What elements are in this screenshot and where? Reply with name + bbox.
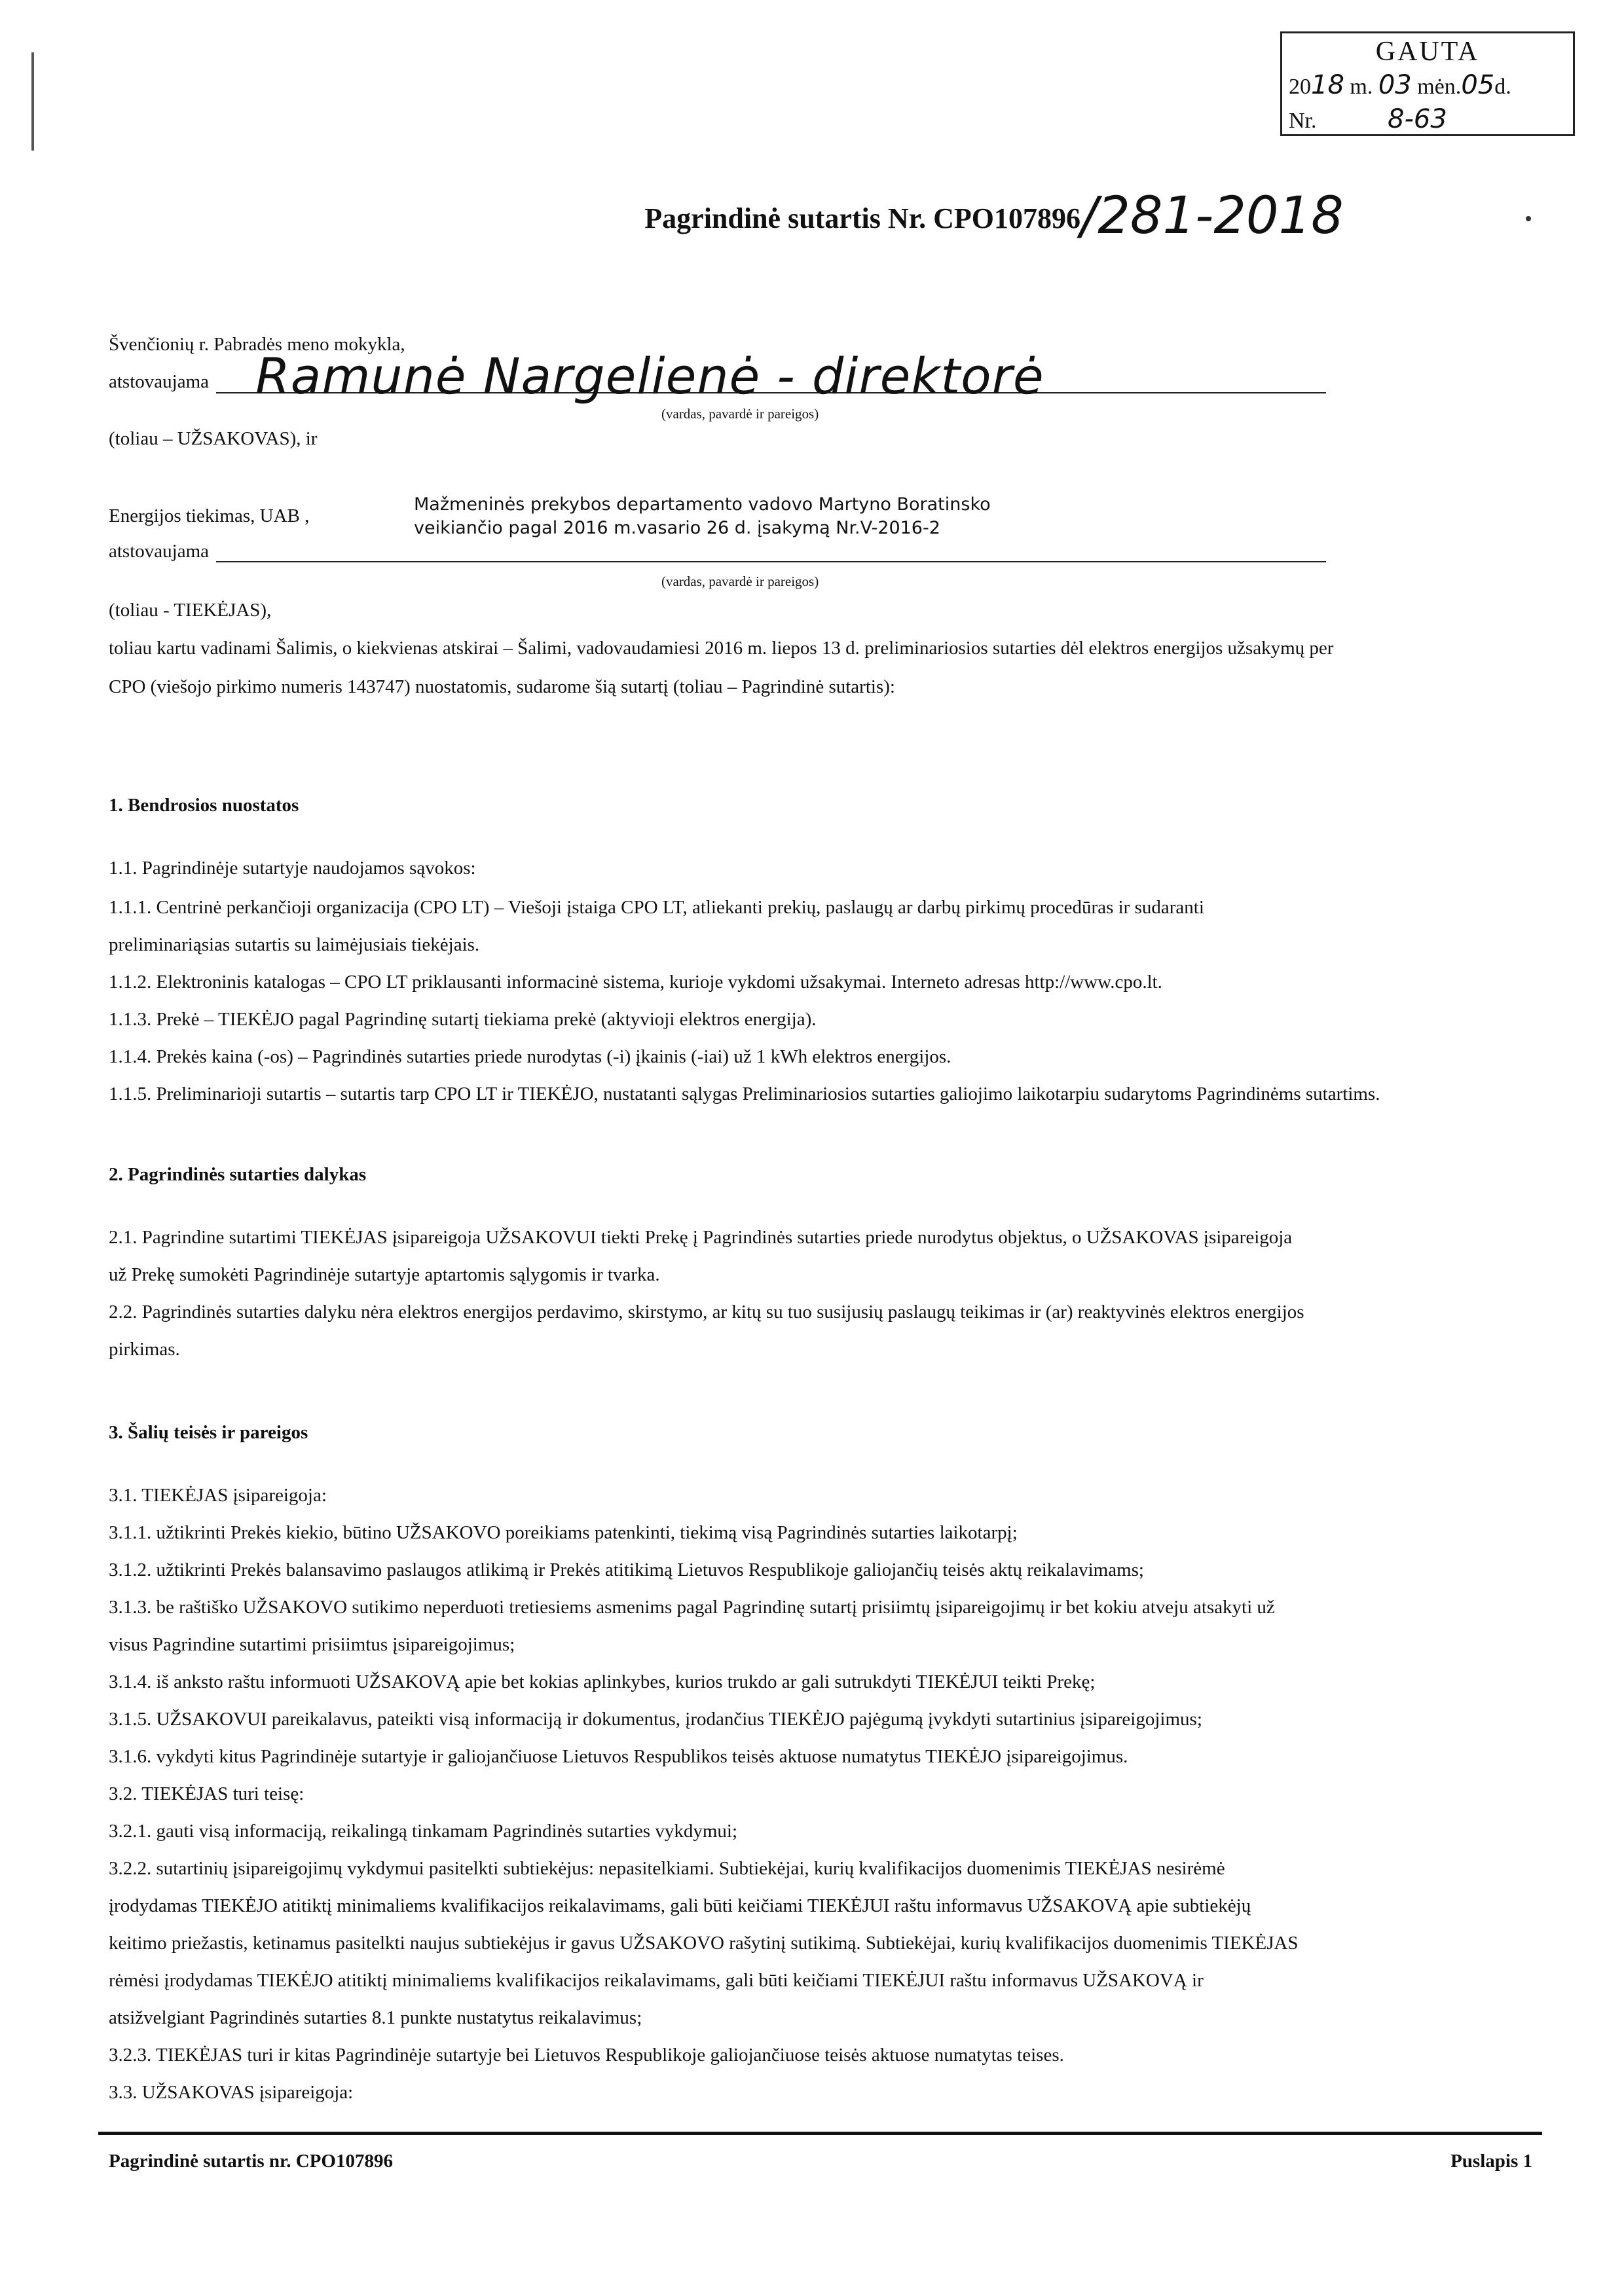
- section-1-line: 1.1.4. Prekės kaina (-os) – Pagrindinės sutarties priede nurodytas (-i) įkainis (-iai) už 1 kWh elektros energijos.: [109, 1046, 951, 1067]
- section-3-line: 3.3. UŽSAKOVAS įsipareigoja:: [109, 2082, 354, 2103]
- section-3-line: 3.1. TIEKĖJAS įsipareigoja:: [109, 1485, 327, 1506]
- section-3-line: 3.2.1. gauti visą informaciją, reikalingą tinkamam Pagrindinės sutarties vykdymui;: [109, 1821, 738, 1842]
- stamp-month-hand: 03: [1378, 70, 1412, 100]
- section-3-line: 3.1.5. UŽSAKOVUI pareikalavus, pateikti visą informaciją ir dokumentus, įrodančius TIEKĖJO pajėgumą įvykdyti sutartinius įsipareigojimus;: [109, 1709, 1202, 1730]
- section-3-line: 3.1.1. užtikrinti Prekės kiekio, būtino UŽSAKOVO poreikiams patenkinti, tiekimą visą Pagrindinės sutarties laikotarpį;: [109, 1522, 1018, 1543]
- section-3-line: 3.1.4. iš anksto raštu informuoti UŽSAKOVĄ apie bet kokias aplinkybes, kurios trukdo ar gali sutrukdyti TIEKĖJUI teikti Prekę;: [109, 1671, 1096, 1692]
- supplier-rep-line1: Mažmeninės prekybos departamento vadovo Martyno Boratinsko: [414, 494, 991, 515]
- section-3-line: 3.2.3. TIEKĖJAS turi ir kitas Pagrindinėje sutartyje bei Lietuvos Respublikoje galiojančiuose teisės aktuose numatytas teises.: [109, 2045, 1064, 2066]
- customer-representative-handwritten: Ramunė Nargelienė - direktorė: [255, 347, 1044, 405]
- section-3-line: atsižvelgiant Pagrindinės sutarties 8.1 punkte nustatytus reikalavimus;: [109, 2007, 642, 2028]
- section-3-line: 3.1.3. be raštiško UŽSAKOVO sutikimo neperduoti tretiesiems asmenims pagal Pagrindinę sutartį prisiimtų įsipareigojimų ir bet kokiu atveju atsakyti už: [109, 1597, 1275, 1618]
- stamp-day-hand: 05: [1461, 70, 1495, 100]
- customer-represented-label: atstovaujama: [109, 371, 210, 392]
- supplier-represented-label: atstovaujama: [109, 541, 210, 562]
- stamp-nr-row: [1289, 104, 1566, 134]
- section-2-line: pirkimas.: [109, 1339, 180, 1360]
- supplier-name: Energijos tiekimas, UAB ,: [109, 505, 310, 526]
- section-3-line: 3.1.2. užtikrinti Prekės balansavimo paslaugos atlikimą ir Prekės atitikimą Lietuvos Respublikoje galiojančių teisės aktų reikalavimams;: [109, 1559, 1144, 1580]
- stamp-men-label: mėn.: [1417, 75, 1462, 99]
- section-1-line: 1.1.2. Elektroninis katalogas – CPO LT priklausanti informacinė sistema, kurioje vykdomi užsakymai. Interneto adresas http://www.cpo.lt.: [109, 972, 1162, 993]
- section-3-line: 3.1.6. vykdyti kitus Pagrindinėje sutartyje ir galiojančiuose Lietuvos Respublikos teisės aktuose numatytus TIEKĖJO įsipareigojimus.: [109, 1746, 1128, 1767]
- supplier-rep-line: [216, 561, 1326, 562]
- stamp-nr-label: Nr.: [1289, 109, 1317, 133]
- section-1-line: 1.1.1. Centrinė perkančioji organizacija (CPO LT) – Viešoji įstaiga CPO LT, atliekanti prekių, paslaugų ar darbų pirkimų procedūras ir sudaranti: [109, 897, 1204, 918]
- section-3-line: 3.2. TIEKĖJAS turi teisę:: [109, 1783, 304, 1804]
- section-2-line: 2.2. Pagrindinės sutarties dalyku nėra elektros energijos perdavimo, skirstymo, ar kitų su tuo susijusių paslaugų teikimas ir (ar) reaktyvinės elektros energijos: [109, 1302, 1304, 1322]
- supplier-rep-line2: veikiančio pagal 2016 m.vasario 26 d. įsakymą Nr.V-2016-2: [414, 518, 940, 538]
- ink-dot: [1526, 216, 1531, 221]
- footer-rule: [98, 2132, 1542, 2135]
- section-2-line: už Prekę sumokėti Pagrindinėje sutartyje aptartomis sąlygomis ir tvarka.: [109, 1264, 660, 1285]
- section-3-line: įrodydamas TIEKĖJO atitiktį minimaliems kvalifikacijos reikalavimams, gali būti keičiami TIEKĖJUI raštu informavus UŽSAKOVĄ apie subtiekėjų: [109, 1895, 1251, 1916]
- stamp-year-hand: 18: [1311, 70, 1344, 100]
- scan-edge-mark: [31, 52, 34, 151]
- section-1-line: 1.1.3. Prekė – TIEKĖJO pagal Pagrindinę sutartį tiekiama prekė (aktyvioji elektros energija).: [109, 1009, 817, 1030]
- footer-page-number: Puslapis 1: [1450, 2151, 1532, 2172]
- section-3-line: rėmėsi įrodydamas TIEKĖJO atitiktį minimaliems kvalifikacijos reikalavimams, gali būti keičiami TIEKĖJUI raštu informavus UŽSAKOVĄ ir: [109, 1970, 1204, 1991]
- document-title: Pagrindinė sutartis Nr. CPO107896: [644, 202, 1080, 234]
- section-1-line: 1.1.5. Preliminarioji sutartis – sutartis tarp CPO LT ir TIEKĖJO, nustatanti sąlygas Preliminariosios sutarties galiojimo laikotarpiu sudarytoms Pagrindinėms sutartims.: [109, 1084, 1380, 1104]
- supplier-rep-hint: (vardas, pavardė ir pareigos): [661, 574, 819, 589]
- section-1-line: preliminariąsias sutartis su laimėjusiais tiekėjais.: [109, 934, 480, 955]
- intro-line-2: CPO (viešojo pirkimo numeris 143747) nuostatomis, sudarome šią sutartį (toliau – Pagrindinė sutartis):: [109, 676, 895, 697]
- section-1-line: 1.1. Pagrindinėje sutartyje naudojamos sąvokos:: [109, 858, 476, 879]
- stamp-date-row: [1289, 70, 1566, 100]
- customer-name: Švenčionių r. Pabradės meno mokykla,: [109, 334, 405, 355]
- stamp-year-prefix: 20: [1289, 75, 1311, 99]
- footer-document-ref: Pagrindinė sutartis nr. CPO107896: [109, 2151, 393, 2172]
- section-3-line: visus Pagrindine sutartimi prisiimtus įsipareigojimus;: [109, 1634, 515, 1655]
- supplier-role: (toliau - TIEKĖJAS),: [109, 600, 272, 621]
- section-3-line: keitimo priežastis, ketinamus pasitelkti naujus subtiekėjus ir gavus UŽSAKOVO rašytinį sutikimą. Subtiekėjai, kurių kvalifikacijos duomenimis TIEKĖJAS: [109, 1933, 1299, 1954]
- section-3-line: 3.2.2. sutartinių įsipareigojimų vykdymui pasitelkti subtiekėjus: nepasitelkiami. Subtiekėjai, kurių kvalifikacijos duomenimis TIEKĖJAS nesirėmė: [109, 1858, 1225, 1879]
- handwritten-registration-number: /281-2018: [1080, 187, 1344, 246]
- stamp-nr-hand: 8-63: [1388, 104, 1447, 134]
- stamp-m-label: m.: [1350, 75, 1373, 99]
- intro-line-1: toliau kartu vadinami Šalimis, o kiekvienas atskirai – Šalimi, vadovaudamiesi 2016 m. liepos 13 d. preliminariosios sutarties dėl elektros energijos užsakymų per: [109, 638, 1334, 659]
- section-3-heading: 3. Šalių teisės ir pareigos: [109, 1422, 308, 1443]
- stamp-title: GAUTA: [1375, 37, 1480, 67]
- customer-role: (toliau – UŽSAKOVAS), ir: [109, 428, 318, 449]
- customer-rep-hint: (vardas, pavardė ir pareigos): [661, 406, 819, 422]
- received-stamp: [1280, 31, 1575, 136]
- stamp-d-label: d.: [1494, 75, 1511, 99]
- section-1-heading: 1. Bendrosios nuostatos: [109, 795, 299, 816]
- section-2-line: 2.1. Pagrindine sutartimi TIEKĖJAS įsipareigoja UŽSAKOVUI tiekti Prekę į Pagrindinės sutarties priede nurodytus objektus, o UŽSAKOVAS įsipareigoja: [109, 1227, 1293, 1248]
- section-2-heading: 2. Pagrindinės sutarties dalykas: [109, 1164, 367, 1185]
